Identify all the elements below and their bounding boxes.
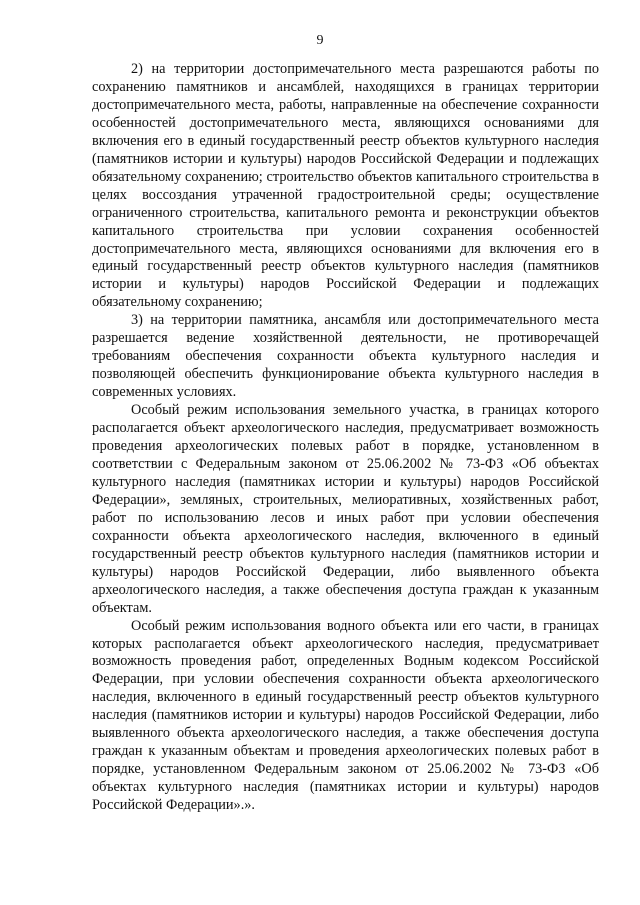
paragraph-water-object-regime: Особый режим использования водного объекта или его части, в границах которых располагается объект археологического наследия, предусматривает возможность проведения работ, определенных Водным кодексом Российской Федерации, при условии обеспечения сохранности объекта археологического наследия, включенного в единый государственный реестр объектов культурного наследия (памятников истории и культуры) народов Российской Федерации, либо выявленного объекта археологического наследия, а также обеспечения доступа граждан к указанным объектам и проведения археологических полевых работ в порядке, установленном Федеральным законом от 25.06.2002 № 73-ФЗ «Об объектах культурного наследия (памятниках истории и культуры) народов Российской Федерации».».	[92, 617, 599, 814]
document-body	[92, 61, 599, 815]
paragraph-item-2: 2) на территории достопримечательного места разрешаются работы по сохранению памятников и ансамблей, находящихся в границах территории достопримечательного места, работы, направленные на обеспечение сохранности особенностей достопримечательного места, являющихся основаниями для включения его в единый государственный реестр объектов культурного наследия (памятников истории и культуры) народов Российской Федерации и подлежащих обязательному сохранению; строительство объектов капитального строительства в целях воссоздания утраченной градостроительной среды; осуществление ограниченного строительства, капитального ремонта и реконструкции объектов капитального строительства при условии сохранения особенностей достопримечательного места, являющихся основаниями для включения его в единый государственный реестр объектов культурного наследия (памятников истории и культуры) народов Российской Федерации и подлежащих обязательному сохранению;	[92, 61, 599, 311]
paragraph-land-plot-regime: Особый режим использования земельного участка, в границах которого располагается объект археологического наследия, предусматривает возможность проведения археологических полевых работ в порядке, установленном в соответствии с Федеральным законом от 25.06.2002 № 73-ФЗ «Об объектах культурного наследия (памятниках истории и культуры) народов Российской Федерации», земляных, строительных, мелиоративных, хозяйственных работ, работ по использованию лесов и иных работ при условии обеспечения сохранности объекта археологического наследия, включенного в единый государственный реестр объектов культурного наследия (памятников истории и культуры) народов Российской Федерации, либо выявленного объекта археологического наследия, а также обеспечения доступа граждан к указанным объектам.	[92, 402, 599, 616]
paragraph-item-3: 3) на территории памятника, ансамбля или достопримечательного места разрешается ведение хозяйственной деятельности, не противоречащей требованиям обеспечения сохранности объекта культурного наследия и позволяющей обеспечить функционирование объекта культурного наследия в современных условиях.	[92, 312, 599, 401]
page-number: 9	[316, 33, 324, 48]
